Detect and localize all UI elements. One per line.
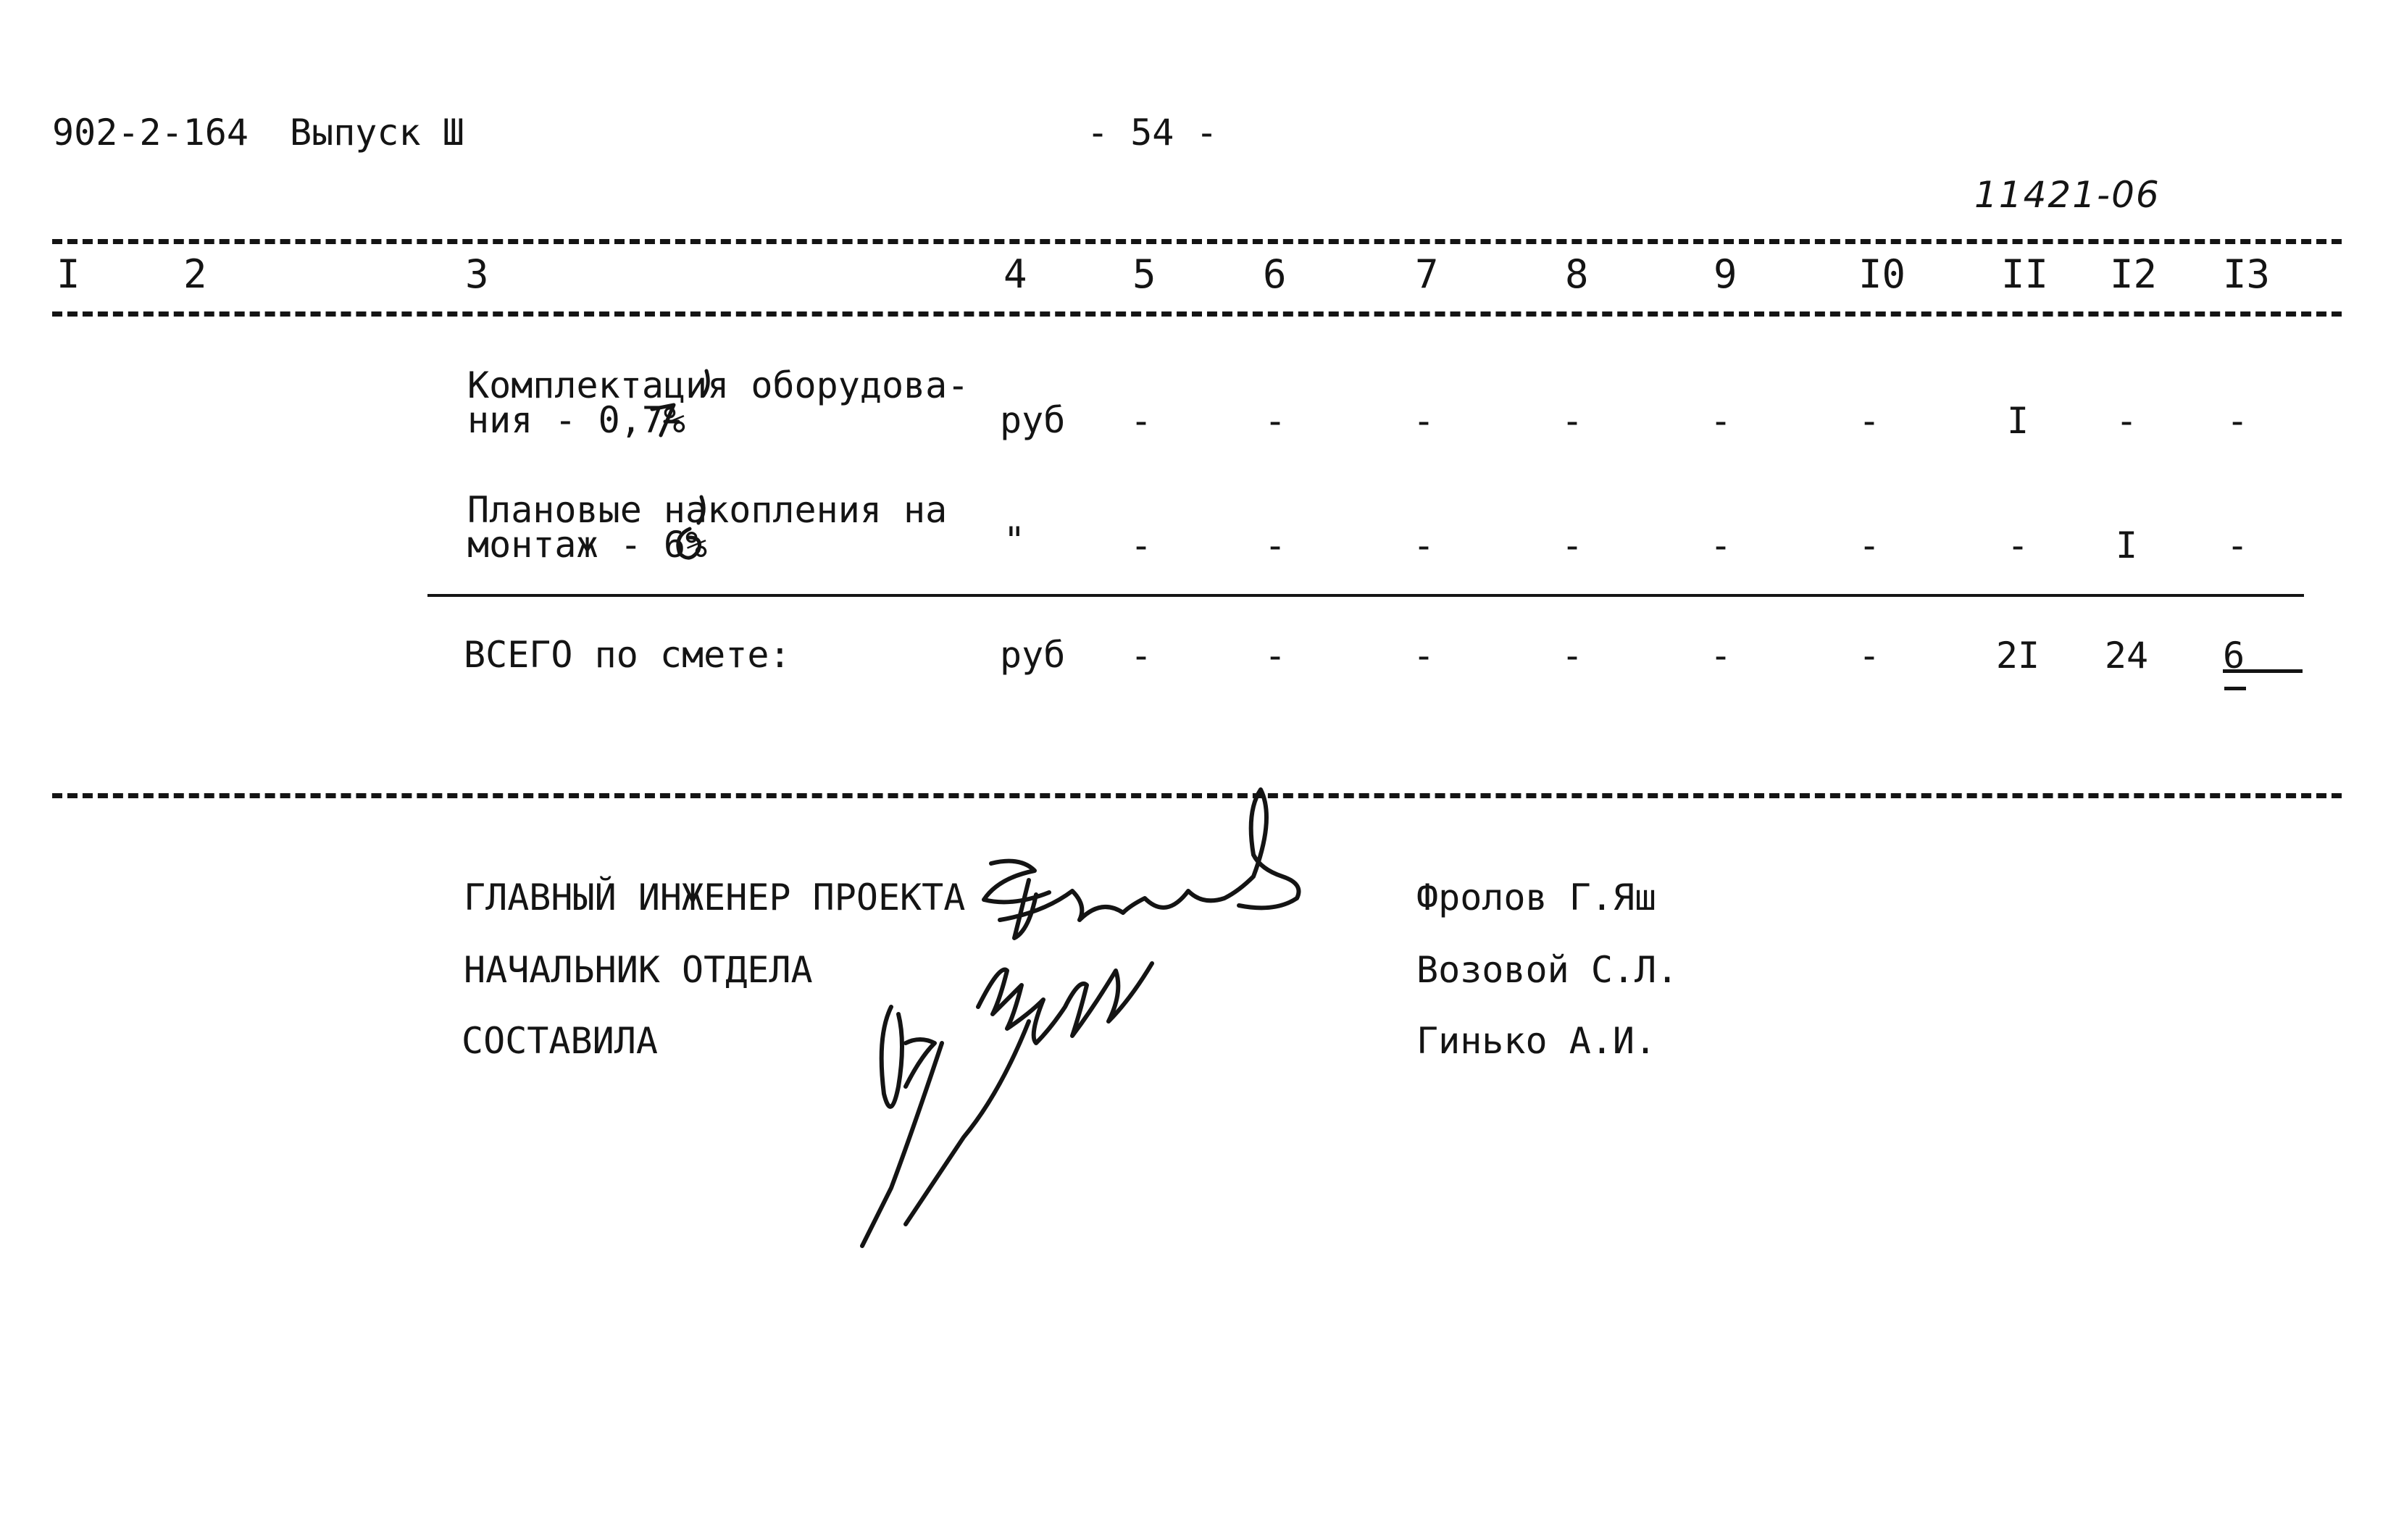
column-header: 5 (1132, 251, 1156, 297)
table-cell: - (1130, 524, 1153, 566)
table-cell: - (1412, 400, 1435, 442)
column-header: II (2001, 251, 2049, 297)
total-unit: руб (1000, 634, 1066, 676)
signatory-title: ГЛАВНЫЙ ИНЖЕНЕР ПРОЕКТА (464, 876, 966, 918)
row-name-line: Плановые накопления на (467, 489, 948, 531)
table-cell: - (1561, 524, 1584, 566)
signatory-name: Гинько А.И. (1416, 1020, 1657, 1062)
signatory-title: СОСТАВИЛА (462, 1020, 658, 1062)
table-cell: - (2115, 400, 2138, 442)
table-cell: - (1709, 524, 1732, 566)
table-cell: - (1561, 400, 1584, 442)
column-header: 8 (1565, 251, 1589, 297)
row-unit: руб (1000, 399, 1066, 441)
table-cell: - (1858, 524, 1881, 566)
column-header: 2 (183, 251, 207, 297)
column-header: 3 (465, 251, 489, 297)
table-cell: - (2226, 524, 2249, 566)
inventory-number: 11421-06 (1974, 174, 2161, 216)
document-code: 902-2-164 (52, 112, 249, 154)
table-cell: - (1264, 400, 1287, 442)
column-header: 6 (1263, 251, 1287, 297)
handwritten-mark (652, 405, 678, 435)
table-cell: - (1412, 635, 1435, 677)
table-cell: 2I (1995, 635, 2040, 677)
table-cell: I (2115, 524, 2138, 566)
signature-mark (862, 1007, 942, 1246)
column-header: 7 (1415, 251, 1439, 297)
total-final-value: 6 (2223, 635, 2245, 677)
handwritten-mark (698, 497, 704, 523)
row-name-line: монтаж - 6% (467, 524, 708, 566)
signature-mark (984, 790, 1299, 938)
table-cell: 24 (2104, 635, 2149, 677)
table-cell: - (1264, 635, 1287, 677)
row-name-line: ния - 0,7% (467, 399, 686, 441)
signatory-name: Фролов Г.Яш (1416, 876, 1657, 918)
table-cell: - (2006, 524, 2029, 566)
column-header: 9 (1713, 251, 1737, 297)
signatory-title: НАЧАЛЬНИК ОТДЕЛА (464, 949, 813, 991)
table-cell: - (1412, 524, 1435, 566)
table-cell: - (1130, 400, 1153, 442)
column-header: I (57, 251, 80, 297)
table-cell: - (1130, 635, 1153, 677)
table-cell: - (1264, 524, 1287, 566)
table-cell: - (1858, 400, 1881, 442)
total-label: ВСЕГО по смете: (464, 634, 791, 676)
row-name-line: Комплектация оборудова- (467, 364, 969, 406)
table-cell: - (2226, 400, 2249, 442)
signatory-name: Возовой С.Л. (1416, 949, 1679, 991)
table-cell: - (1709, 635, 1732, 677)
issue-label: Выпуск Ш (290, 112, 464, 154)
signature-mark (906, 963, 1152, 1224)
handwritten-mark (704, 371, 708, 396)
column-header: I2 (2110, 251, 2158, 297)
table-cell: I (2006, 400, 2029, 442)
column-header: I0 (1858, 251, 1906, 297)
column-header: 4 (1003, 251, 1027, 297)
table-cell: - (1858, 635, 1881, 677)
row-unit: " (1003, 519, 1026, 561)
page-number: - 54 - (1087, 112, 1218, 154)
table-cell: - (1561, 635, 1584, 677)
table-cell: - (1709, 400, 1732, 442)
handwritten-mark (678, 529, 700, 558)
column-header: I3 (2223, 251, 2271, 297)
